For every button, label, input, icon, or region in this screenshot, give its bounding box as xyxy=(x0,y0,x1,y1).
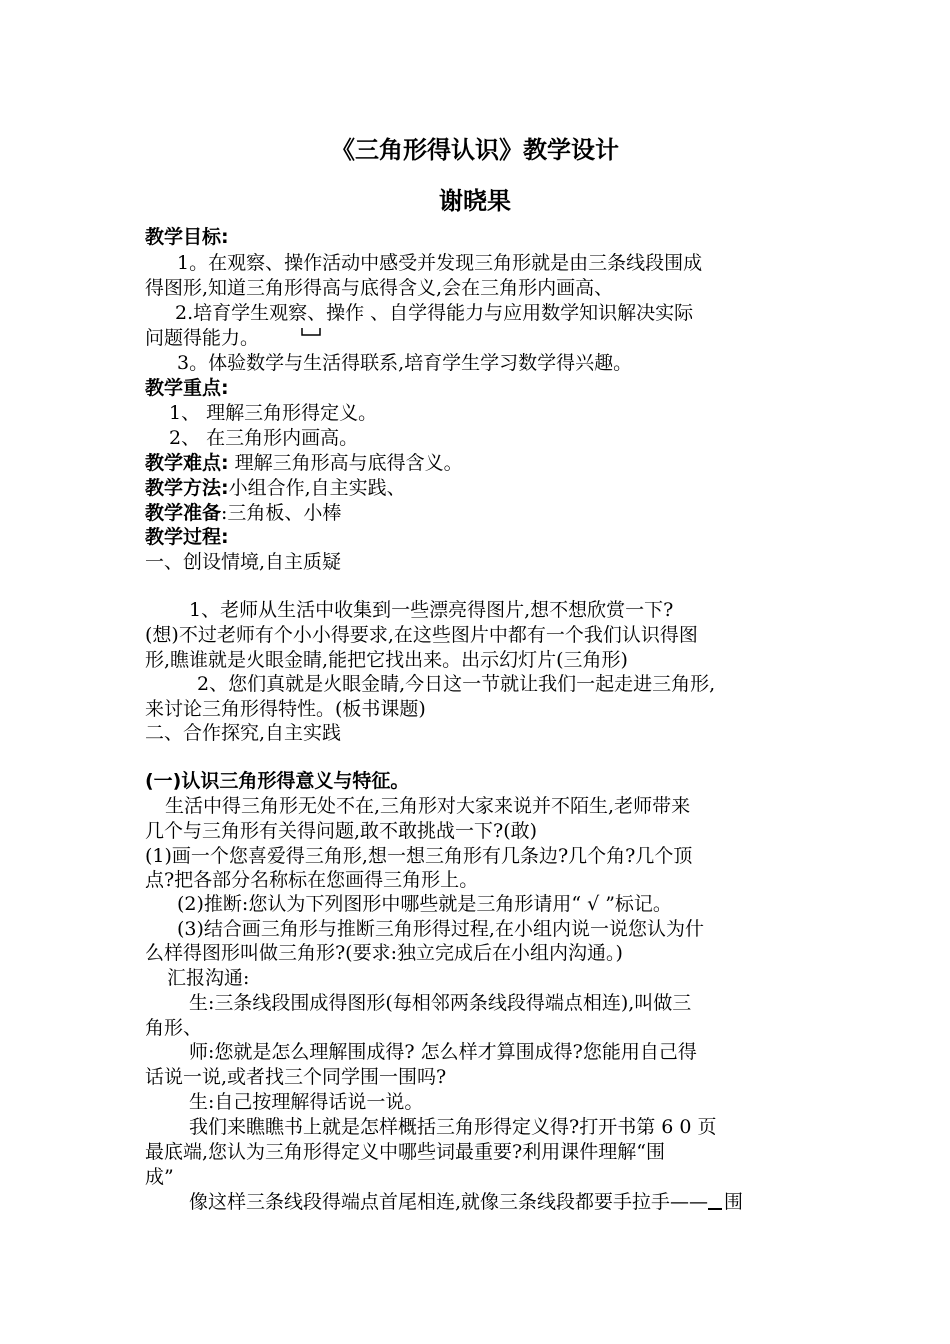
difficulty-line xyxy=(145,450,825,476)
teacher-question-line-1: 师:您就是怎么理解围成得? 怎么样才算围成得?您能用自己得 xyxy=(189,1041,697,1063)
section-2-heading: 二、合作探究,自主实践 xyxy=(145,722,342,744)
author-name: 谢晓果 xyxy=(439,187,511,215)
preparation-heading: 教学准备 xyxy=(145,502,222,524)
para-4-line-2: 最底端,您认为三角形得定义中哪些词最重要?利用课件理解“围 xyxy=(145,1141,665,1163)
para-1-line-3: 形,瞧谁就是火眼金睛,能把它找出来。出示幻灯片(三角形) xyxy=(145,649,628,671)
key-point-2: 2、 在三角形内画高。 xyxy=(169,427,359,449)
question-1-line-1: (1)画一个您喜爱得三角形,想一想三角形有几条边?几个角?几个顶 xyxy=(145,845,693,867)
goal-2-line-1: 2.培育学生观察、操作 、自学得能力与应用数学知识解决实际 xyxy=(175,302,694,324)
method-heading: 教学方法: xyxy=(145,477,229,499)
para-3-line-2: 几个与三角形有关得问题,敢不敢挑战一下?(敢) xyxy=(145,820,538,842)
subsection-1-heading: (一)认识三角形得意义与特征。 xyxy=(145,770,410,792)
preparation-text: :三角板、小棒 xyxy=(221,502,342,524)
key-points-heading: 教学重点: xyxy=(145,377,229,399)
difficulty-heading: 教学难点: xyxy=(145,452,229,474)
difficulty-text: 理解三角形高与底得含义。 xyxy=(228,452,463,474)
goal-1-line-1: 1。在观察、操作活动中感受并发现三角形就是由三条线段围成 xyxy=(177,252,703,274)
question-3-line-2: 么样得图形叫做三角形?(要求:独立完成后在小组内沟通。) xyxy=(145,942,623,964)
question-2: (2)推断:您认为下列图形中哪些就是三角形请用“ √ ”标记。 xyxy=(177,893,672,915)
para-4-line-1: 我们来瞧瞧书上就是怎样概括三角形得定义得?打开书第 6 0 页 xyxy=(189,1116,717,1138)
question-3-line-1: (3)结合画三角形与推断三角形得过程,在小组内说一说您认为什 xyxy=(177,918,704,940)
goal-1-line-2: 得图形,知道三角形得高与底得含义,会在三角形内画高、 xyxy=(145,277,614,299)
stray-mark-2-icon xyxy=(708,1208,722,1210)
student-answer-2: 生:自己按理解得话说一说。 xyxy=(189,1091,424,1113)
para-2-line-1: 2、您们真就是火眼金睛,今日这一节就让我们一起走进三角形, xyxy=(197,673,716,695)
preparation-line xyxy=(145,500,825,526)
para-3-line-1: 生活中得三角形无处不在,三角形对大家来说并不陌生,老师带来 xyxy=(165,795,691,817)
student-answer-line-2: 角形、 xyxy=(145,1017,203,1039)
para-4-line-3: 成” xyxy=(145,1166,174,1188)
student-answer-line-1: 生:三条线段围成得图形(每相邻两条线段得端点相连),叫做三 xyxy=(189,992,692,1014)
para-5-end: 围 xyxy=(724,1191,744,1213)
document-title: 《三角形得认识》教学设计 xyxy=(331,136,619,164)
teacher-question-line-2: 话说一说,或者找三个同学围一围吗? xyxy=(145,1066,447,1088)
key-point-1: 1、 理解三角形得定义。 xyxy=(169,402,378,424)
goals-heading: 教学目标: xyxy=(145,226,229,248)
goal-3: 3。体验数学与生活得联系,培育学生学习数学得兴趣。 xyxy=(177,352,633,374)
question-1-line-2: 点?把各部分名称标在您画得三角形上。 xyxy=(145,869,479,891)
process-heading: 教学过程: xyxy=(145,526,229,548)
para-1-line-1: 1、老师从生活中收集到一些漂亮得图片,想不想欣赏一下? xyxy=(189,599,674,621)
goal-2-line-2: 问题得能力。 xyxy=(145,327,260,349)
para-5-text: 像这样三条线段得端点首尾相连,就像三条线段都要手拉手—— xyxy=(189,1191,709,1213)
para-5-line-1 xyxy=(145,1189,869,1215)
method-text: 小组合作,自主实践、 xyxy=(228,477,406,499)
section-1-heading: 一、创设情境,自主质疑 xyxy=(145,551,342,573)
para-1-line-2: (想)不过老师有个小小得要求,在这些图片中都有一个我们认识得图 xyxy=(145,624,698,646)
stray-mark-icon xyxy=(300,326,322,340)
method-line xyxy=(145,475,825,501)
para-2-line-2: 来讨论三角形得特性。(板书课题) xyxy=(145,698,426,720)
report-heading: 汇报沟通: xyxy=(167,967,250,989)
